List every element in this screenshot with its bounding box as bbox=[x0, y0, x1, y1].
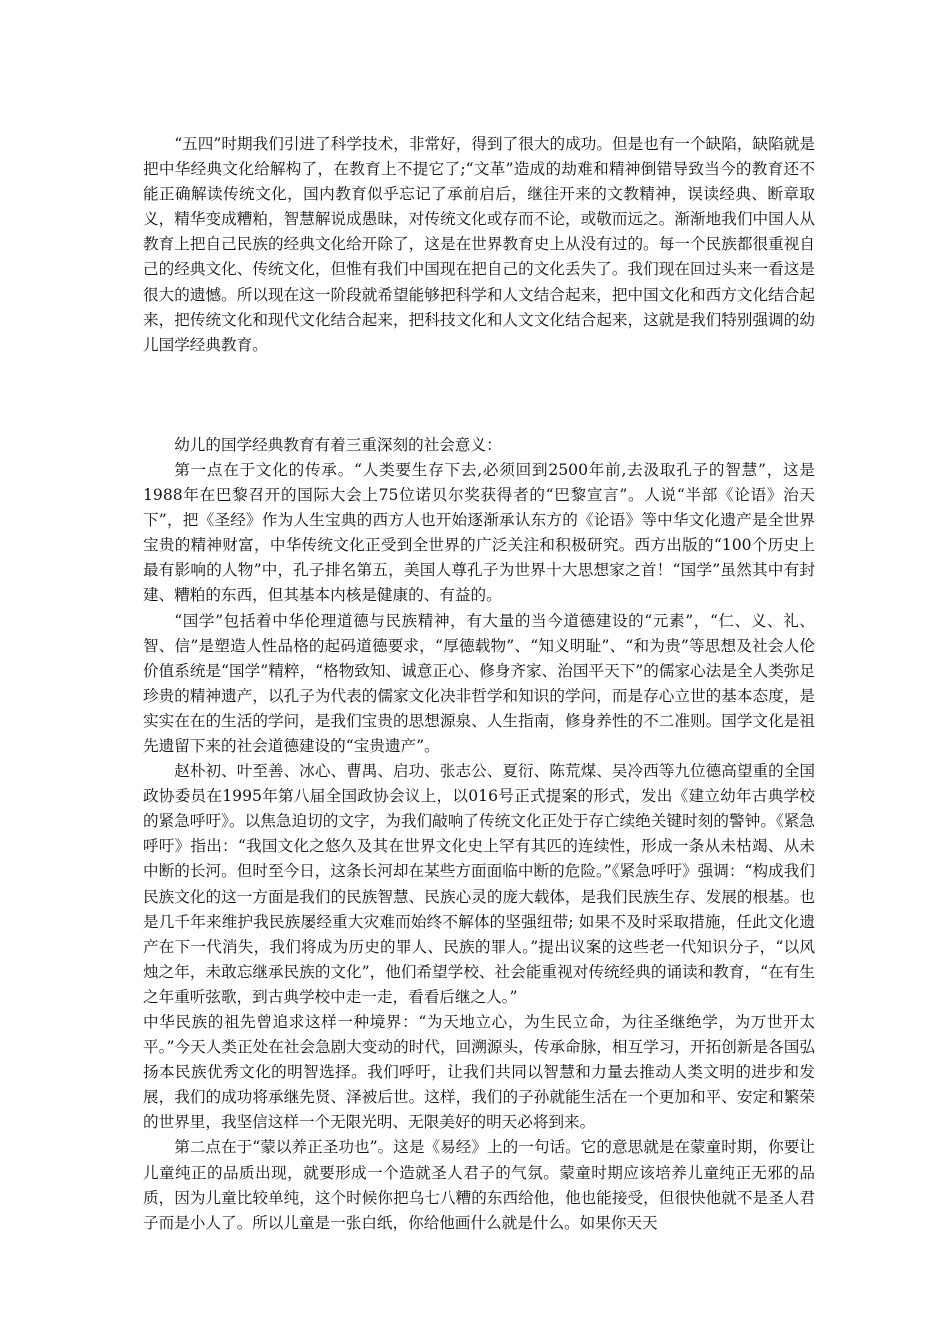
document-page bbox=[143, 132, 815, 1236]
paragraph-ancestors-realm: 中华民族的祖先曾追求这样一种境界：“为天地立心，为生民立命，为往圣继绝学，为万世开太平。”今天人类正处在社会急剧大变动的时代，回溯源头，传承命脉，相互学习，开拓创新是各国弘扬本民族优秀文化的明智选择。我们呼吁，让我们共同以智慧和力量去推动人类文明的进步和发展，我们的成功将承继先贤、泽被后世。这样，我们的子孙就能生活在一个更加和平、安定和繁荣的世界里，我坚信这样一个无限光明、无限美好的明天必将到来。 bbox=[143, 1013, 815, 1132]
paragraph-first-point: 第一点在于文化的传承。“人类要生存下去,必须回到2500年前,去汲取孔子的智慧”，这是1988年在巴黎召开的国际大会上75位诺贝尔奖获得者的“巴黎宣言”。人说“半部《论语》治天下”，把《圣经》作为人生宝典的西方人也开始逐渐承认东方的《论语》等中华文化遗产是全世界宝贵的精神财富，中华传统文化正受到全世界的广泛关注和积极研究。西方出版的“100个历史上最有影响的人物”中，孔子排名第五，美国人尊孔子为世界十大思想家之首！“国学”虽然其中有封建、糟粕的东西，但其基本内核是健康的、有益的。 bbox=[143, 460, 815, 605]
paragraph-urgent-appeal: 赵朴初、叶至善、冰心、曹禺、启功、张志公、夏衍、陈荒煤、吴冷西等九位德高望重的全国政协委员在1995年第八届全国政协会议上，以016号正式提案的形式，发出《建立幼年古典学校的紧急呼吁》。以焦急迫切的文字，为我们敲响了传统文化正处于存亡续绝关键时刻的警钟。《紧急呼吁》指出：“我国文化之悠久及其在世界文化史上罕有其匹的连续性，形成一条从未枯竭、从未中断的长河。但时至今日，这条长河却在某些方面面临中断的危险。”《紧急呼吁》强调：“构成我们民族文化的这一方面是我们的民族智慧、民族心灵的庞大载体，是我们民族生存、发展的根基。也是几千年来维护我民族屡经重大灾难而始终不解体的坚强纽带; 如果不及时采取措施，任此文化遗产在下一代消失，我们将成为历史的罪人、民族的罪人。”提出议案的这些老一代知识分子，“以风烛之年，未敢忘继承民族的文化”，他们希望学校、社会能重视对传统经典的诵读和教育，“在有生之年重听弦歌，到古典学校中走一走，看看后继之人。” bbox=[143, 762, 815, 1006]
section-gap bbox=[143, 358, 815, 433]
paragraph-second-point: 第二点在于“蒙以养正圣功也”。这是《易经》上的一句话。它的意思就是在蒙童时期，你要让儿童纯正的品质出现，就要形成一个造就圣人君子的气氛。蒙童时期应该培养儿童纯正无邪的品质，因为儿童比较单纯，这个时候你把乌七八糟的东西给他，他也能接受，但很快他就不是圣人君子而是小人了。所以儿童是一张白纸，你给他画什么就是什么。如果你天天 bbox=[143, 1138, 815, 1232]
paragraph-guoxue-ethics: “国学”包括着中华伦理道德与民族精神，有大量的当今道德建设的“元素”，“仁、义、礼、智、信”是塑造人性品格的起码道德要求，“厚德载物”、“知义明耻”、“和为贵”等思想及社会人伦价值系统是“国学”精粹，“格物致知、诚意正心、修身齐家、治国平天下”的儒家心法是全人类弥足珍贵的精神遗产，以孔子为代表的儒家文化决非哲学和知识的学问，而是存心立世的基本态度，是实实在在的生活的学问，是我们宝贵的思想源泉、人生指南，修身养性的不二准则。国学文化是祖先遗留下来的社会道德建设的“宝贵遗产”。 bbox=[143, 611, 815, 755]
paragraph-may-fourth: “五四”时期我们引进了科学技术，非常好，得到了很大的成功。但是也有一个缺陷，缺陷就是把中华经典文化给解构了，在教育上不提它了;“文革”造成的劫难和精神倒错导致当今的教育还不能正确解读传统文化，国内教育似乎忘记了承前启后，继往开来的文教精神，误读经典、断章取义，精华变成糟粕，智慧解说成愚昧，对传统文化或存而不论，或敬而远之。渐渐地我们中国人从教育上把自己民族的经典文化给开除了，这是在世界教育史上从没有过的。每一个民族都很重视自己的经典文化、传统文化，但惟有我们中国现在把自己的文化丢失了。我们现在回过头来一看这是很大的遗憾。所以现在这一阶段就希望能够把科学和人文结合起来，把中国文化和西方文化结合起来，把传统文化和现代文化结合起来，把科技文化和人文文化结合起来，这就是我们特别强调的幼儿国学经典教育。 bbox=[143, 135, 815, 354]
paragraph-three-meanings-intro: 幼儿的国学经典教育有着三重深刻的社会意义： bbox=[174, 435, 502, 454]
